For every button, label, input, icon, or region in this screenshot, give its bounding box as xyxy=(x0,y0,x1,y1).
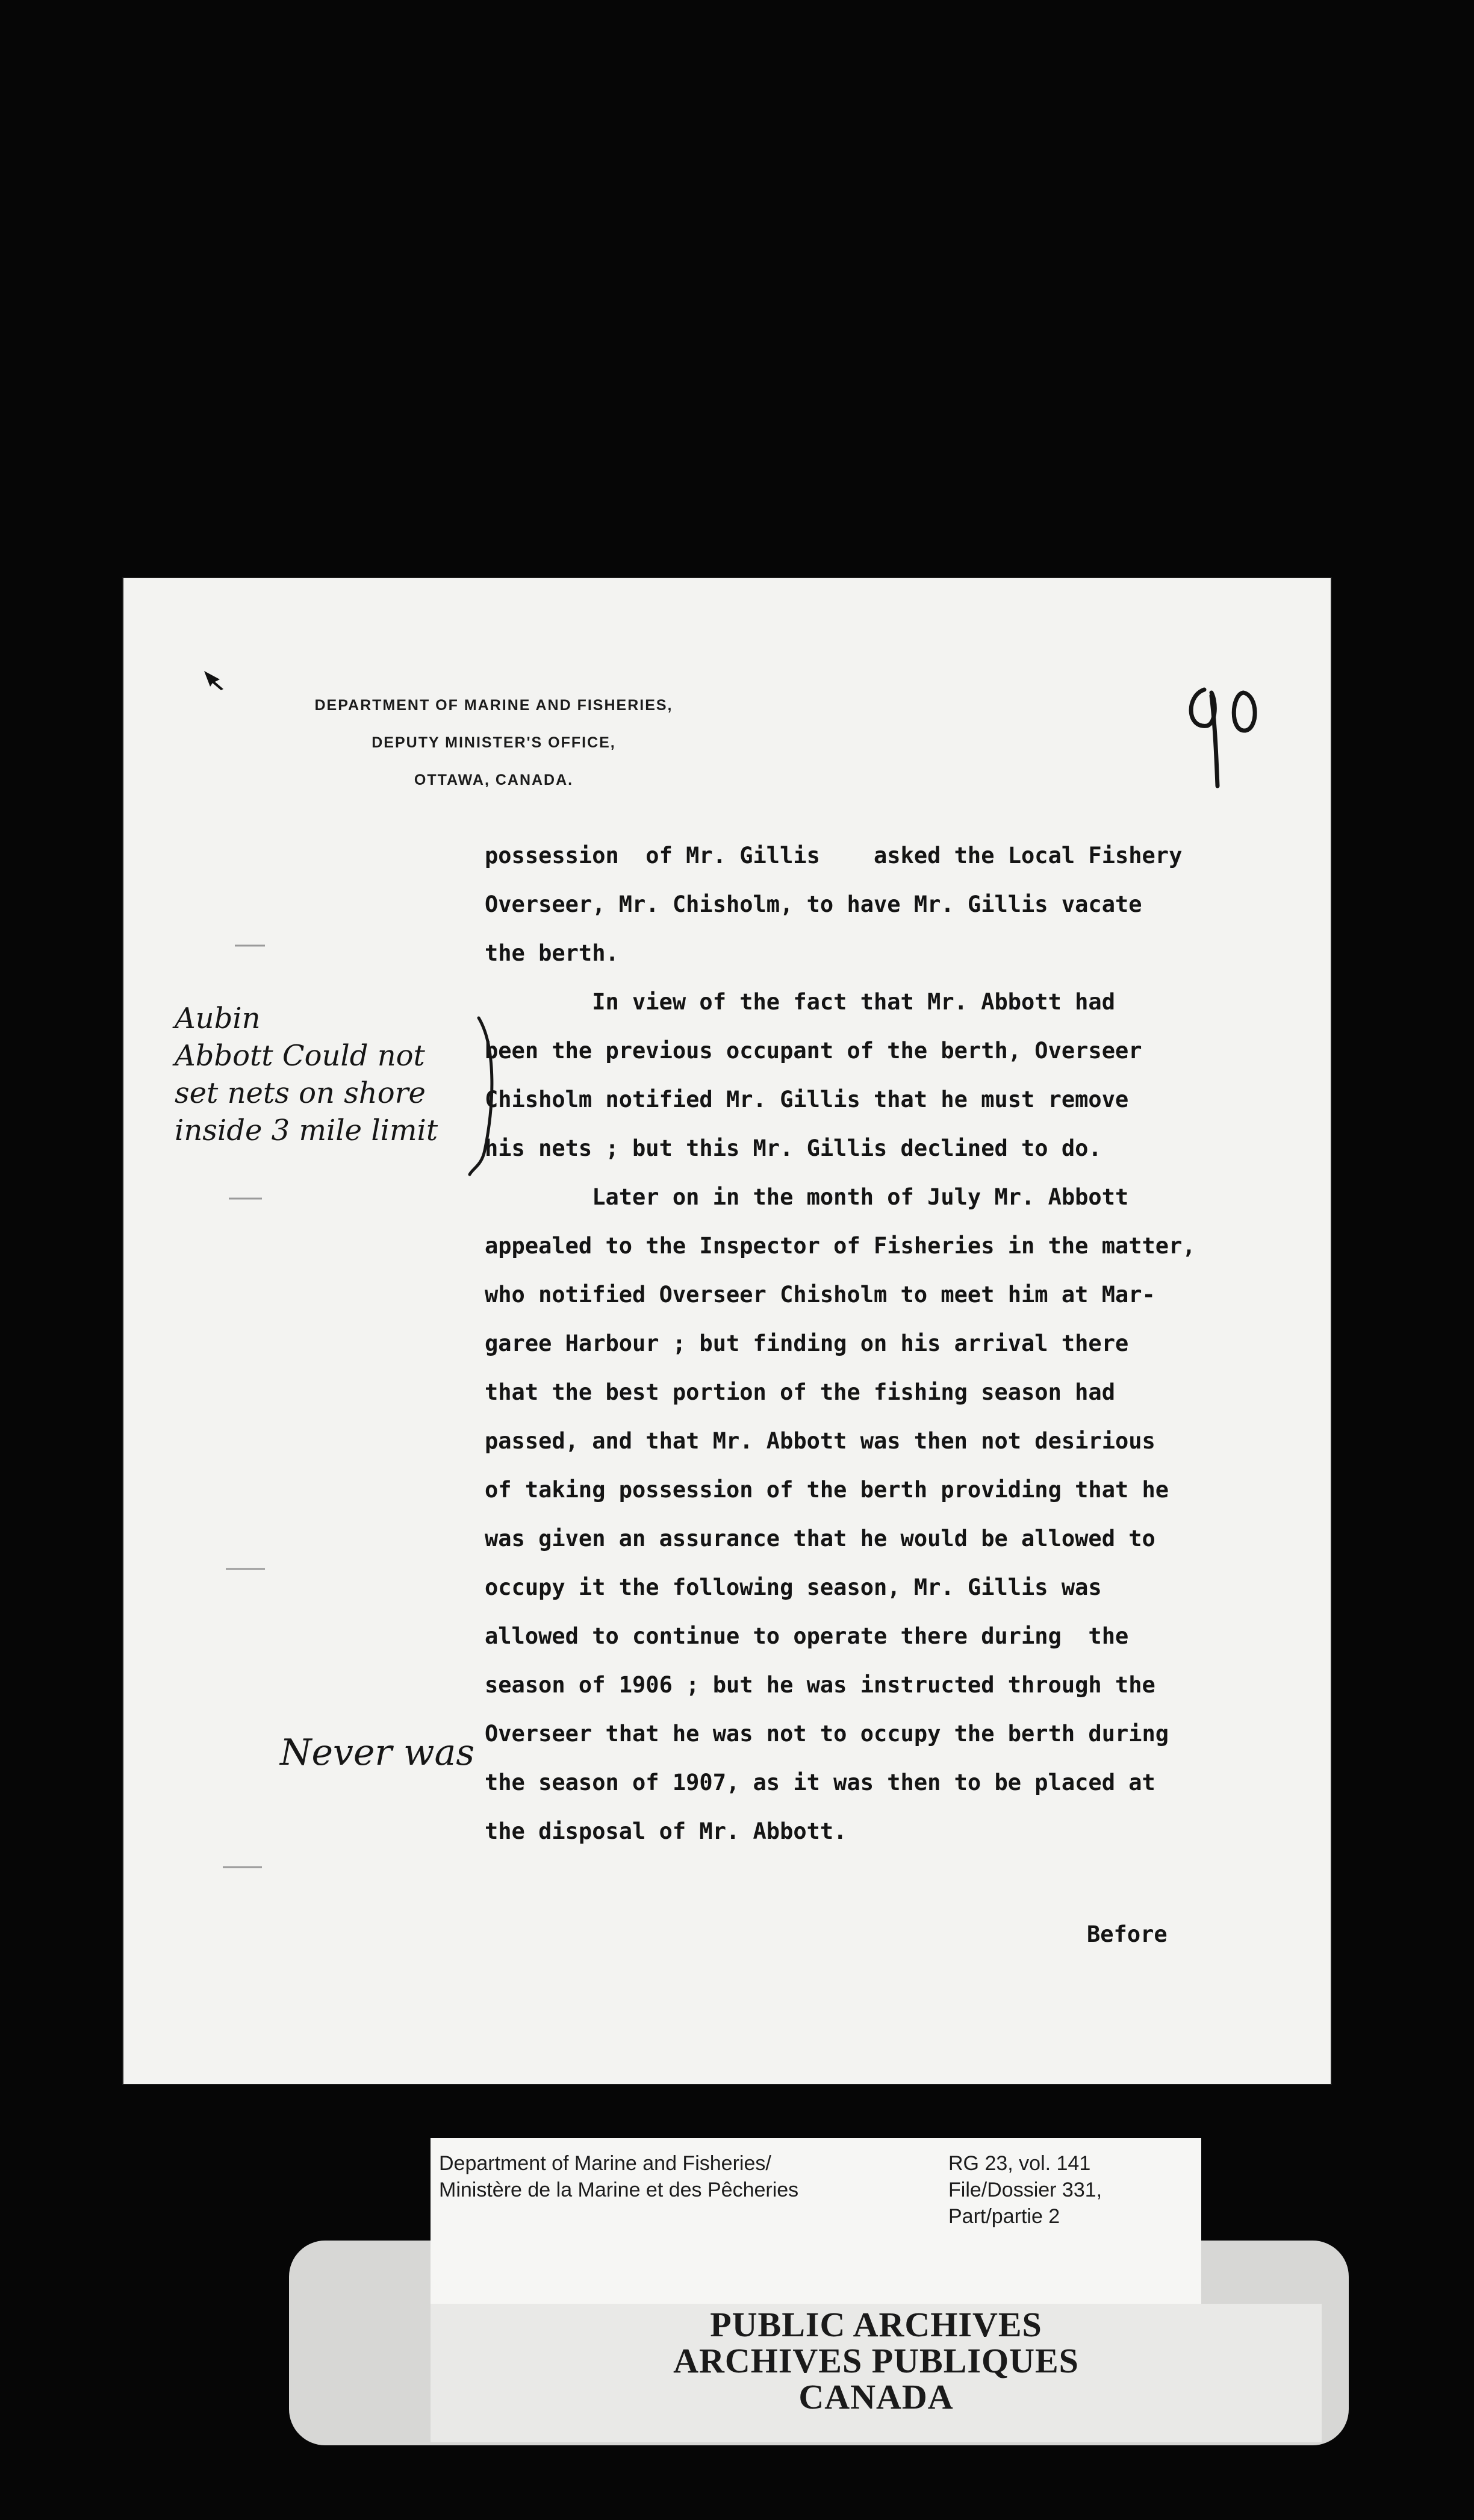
public-archives-stamp xyxy=(431,2304,1322,2442)
handwritten-line: Aubin xyxy=(175,1002,261,1035)
label-reference xyxy=(948,2150,1102,2230)
handwritten-never-was: Never was xyxy=(280,1732,475,1774)
body-line: possession of Mr. Gillis asked the Local Fishery xyxy=(485,843,1183,869)
letterhead-office: DEPUTY MINISTER'S OFFICE, xyxy=(372,734,616,751)
body-line: been the previous occupant of the berth, Overseer xyxy=(485,1038,1142,1064)
body-line: garee Harbour ; but finding on his arrival there xyxy=(485,1330,1129,1356)
handwritten-line: Abbott Could not xyxy=(175,1039,425,1073)
body-line: was given an assurance that he would be allowed to xyxy=(485,1526,1155,1552)
letter-body xyxy=(485,831,1316,1856)
body-line: allowed to continue to operate there during the xyxy=(485,1623,1129,1649)
handwritten-line: set nets on shore xyxy=(175,1076,426,1110)
handwritten-line: inside 3 mile limit xyxy=(175,1114,438,1147)
body-line: that the best portion of the fishing season had xyxy=(485,1379,1115,1405)
body-line: In view of the fact that Mr. Abbott had xyxy=(485,989,1115,1015)
label-rg: RG 23, vol. 141 xyxy=(948,2152,1091,2175)
label-department xyxy=(439,2150,798,2203)
folio-number-90 xyxy=(1174,678,1270,798)
stamp-line-fr: ARCHIVES PUBLIQUES xyxy=(673,2341,1079,2380)
label-part: Part/partie 2 xyxy=(948,2205,1060,2228)
label-department-en: Department of Marine and Fisheries/ xyxy=(439,2152,771,2175)
body-line: season of 1906 ; but he was instructed through the xyxy=(485,1672,1155,1698)
label-department-fr: Ministère de la Marine et des Pêcheries xyxy=(439,2178,799,2201)
stamp-line-country: CANADA xyxy=(798,2377,954,2416)
catchword: Before xyxy=(1087,1921,1168,1947)
stamp-line-en: PUBLIC ARCHIVES xyxy=(710,2305,1042,2344)
letterhead-location: OTTAWA, CANADA. xyxy=(414,772,574,788)
body-line: of taking possession of the berth providing that he xyxy=(485,1477,1169,1503)
body-line: appealed to the Inspector of Fisheries in the matter, xyxy=(485,1233,1196,1259)
body-line: the disposal of Mr. Abbott. xyxy=(485,1818,847,1844)
letterhead-department: DEPARTMENT OF MARINE AND FISHERIES, xyxy=(314,697,673,714)
body-line: passed, and that Mr. Abbott was then not desirious xyxy=(485,1428,1155,1454)
body-line: his nets ; but this Mr. Gillis declined to do. xyxy=(485,1135,1102,1161)
handwritten-bracket-icon xyxy=(461,1012,509,1193)
body-line: Later on in the month of July Mr. Abbott xyxy=(485,1184,1129,1210)
body-line: Chisholm notified Mr. Gillis that he must remove xyxy=(485,1087,1129,1112)
body-line: Overseer that he was not to occupy the berth during xyxy=(485,1721,1169,1747)
body-line: who notified Overseer Chisholm to meet him at Mar- xyxy=(485,1282,1155,1308)
letterhead xyxy=(123,687,864,799)
body-line: the berth. xyxy=(485,940,619,966)
body-line: the season of 1907, as it was then to be placed at xyxy=(485,1770,1155,1795)
archive-reference-label xyxy=(431,2138,1201,2304)
body-line: occupy it the following season, Mr. Gillis was xyxy=(485,1574,1102,1600)
label-file: File/Dossier 331, xyxy=(948,2178,1102,2201)
letter-page xyxy=(123,578,1331,2084)
body-line: Overseer, Mr. Chisholm, to have Mr. Gillis vacate xyxy=(485,891,1142,917)
